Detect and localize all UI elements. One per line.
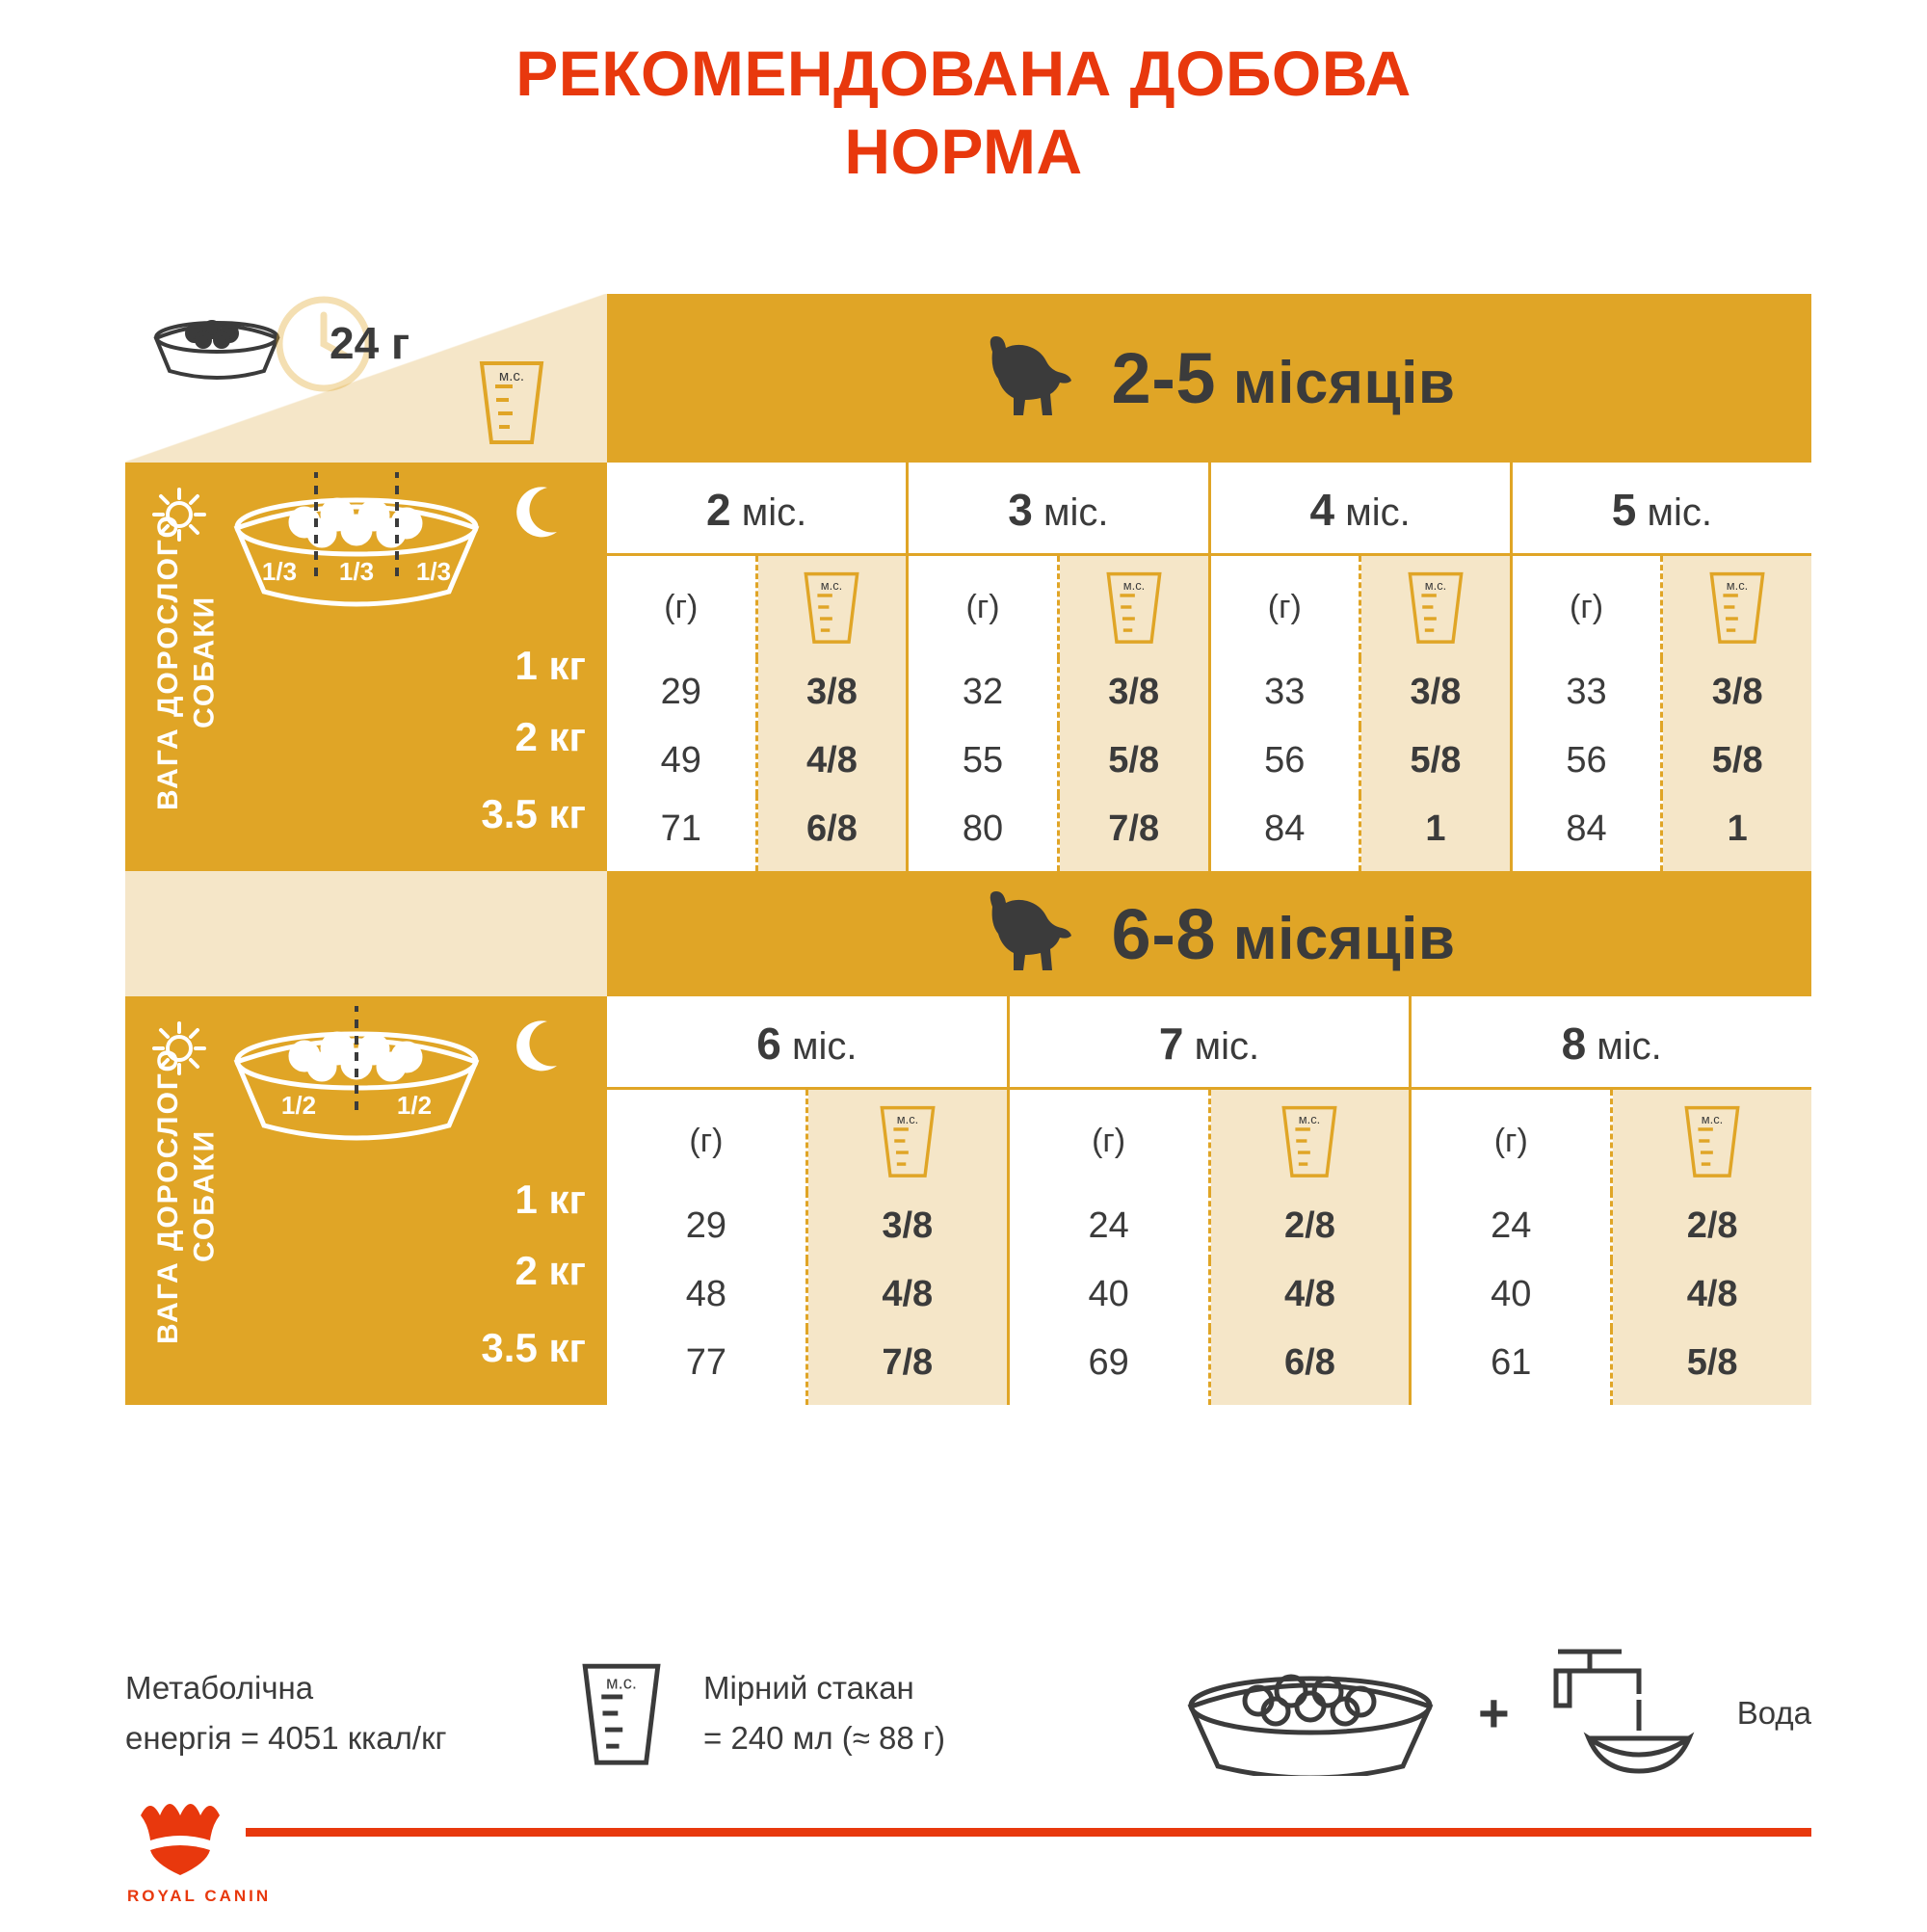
svg-text:м.с.: м.с. [1726, 577, 1749, 593]
month-unit: міс. [791, 1025, 858, 1068]
section-2-weight-values [481, 1164, 586, 1389]
cups-value: 7/8 [808, 1329, 1007, 1405]
section-1-range: 2-5 [1111, 338, 1216, 418]
unit-header-group [607, 553, 909, 658]
metabolic-energy-line2: енергія = 4051 ккал/кг [125, 1719, 447, 1756]
month-number: 8 [1561, 1019, 1587, 1069]
month-number: 5 [1611, 485, 1637, 535]
feeding-table [125, 294, 1811, 1405]
section-2-band-row [125, 871, 1811, 996]
bowl-icon [1166, 1651, 1455, 1776]
cups-value: 5/8 [1663, 727, 1811, 795]
page-title-line2: НОРМА [844, 115, 1083, 187]
section-2-right-column [607, 996, 1811, 1405]
svg-text:м.с.: м.с. [1701, 1111, 1724, 1126]
grams-value: 56 [1211, 727, 1362, 795]
brand-name: ROYAL CANIN [127, 1887, 272, 1905]
month-unit: міс. [1647, 491, 1712, 534]
section-1-unit: місяців [1232, 350, 1456, 416]
cups-value: 2/8 [1613, 1192, 1811, 1260]
measuring-cup-icon [1398, 566, 1473, 648]
unit-header-group [909, 553, 1210, 658]
grams-value: 33 [1513, 658, 1664, 727]
cups-value: 3/8 [1361, 658, 1510, 727]
section-2-grid [125, 996, 1811, 1405]
cups-value: 5/8 [1060, 727, 1208, 795]
measuring-cup-icon [1700, 566, 1775, 648]
corner-cell [125, 294, 607, 463]
measuring-cup-icon [468, 354, 555, 450]
unit-header-group [607, 1087, 1010, 1192]
month-number: 2 [706, 485, 731, 535]
grams-value: 29 [607, 1192, 808, 1260]
svg-text:м.с.: м.с. [821, 577, 843, 593]
svg-text:м.с.: м.с. [1299, 1111, 1321, 1126]
data-group [607, 1192, 1010, 1260]
brand-logo [127, 1773, 233, 1884]
measuring-cup-icon [568, 1654, 674, 1772]
cups-value: 5/8 [1613, 1329, 1811, 1405]
month-header [607, 996, 1010, 1087]
unit-header-group [1010, 1087, 1412, 1192]
data-group [1513, 727, 1811, 795]
data-group [1412, 1192, 1811, 1260]
cup-unit-cell [808, 1090, 1007, 1192]
data-group [1412, 1329, 1811, 1405]
measuring-cup-icon [1675, 1099, 1750, 1182]
cups-value: 4/8 [1211, 1260, 1410, 1329]
measuring-cup-icon [794, 566, 869, 648]
cup-unit-cell [1613, 1090, 1811, 1192]
cup-note-line2: = 240 мл (≈ 88 г) [703, 1719, 945, 1756]
cups-value: 6/8 [1211, 1329, 1410, 1405]
data-group [607, 658, 909, 727]
water-label: Вода [1736, 1694, 1811, 1731]
section-1-left-column [125, 463, 607, 871]
grams-unit-label: (г) [1513, 556, 1664, 658]
month-unit: міс. [1345, 491, 1411, 534]
section-1-unit-headers [607, 553, 1811, 658]
moon-icon [513, 1018, 563, 1073]
table-row [607, 1192, 1811, 1260]
unit-header-group [1412, 1087, 1811, 1192]
grams-value: 40 [1412, 1260, 1613, 1329]
cups-value: 3/8 [758, 658, 907, 727]
data-group [1412, 1260, 1811, 1329]
svg-text:м.с.: м.с. [896, 1111, 919, 1126]
section-2-month-headers [607, 996, 1811, 1087]
grams-value: 77 [607, 1329, 808, 1405]
grams-unit-label: (г) [607, 1090, 808, 1192]
month-unit: міс. [741, 491, 807, 534]
svg-text:1/3: 1/3 [338, 557, 375, 586]
weight-row-label: 3.5 кг [481, 1325, 586, 1370]
weight-row-label: 2 кг [515, 714, 586, 759]
month-header [1211, 463, 1513, 553]
data-group [1010, 1329, 1412, 1405]
grams-unit-label: (г) [1010, 1090, 1211, 1192]
daily-grams-value: 24 г [330, 318, 410, 368]
section-1-right-column [607, 463, 1811, 871]
section-1-header-band [607, 294, 1811, 463]
data-group [1010, 1192, 1412, 1260]
grams-value: 29 [607, 658, 758, 727]
table-row [607, 1260, 1811, 1329]
month-header [909, 463, 1210, 553]
section-2-range: 6-8 [1111, 893, 1216, 974]
month-header [1412, 996, 1811, 1087]
moon-icon [513, 484, 563, 540]
cups-value: 3/8 [1663, 658, 1811, 727]
metabolic-energy-note [125, 1663, 540, 1761]
section-2-title [1112, 893, 1456, 975]
cups-value: 3/8 [808, 1192, 1007, 1260]
unit-header-group [1513, 553, 1811, 658]
table-row [607, 727, 1811, 795]
month-number: 3 [1008, 485, 1033, 535]
svg-text:1/3: 1/3 [415, 557, 452, 586]
data-group [1211, 795, 1513, 871]
cups-value: 7/8 [1060, 795, 1208, 871]
section-2-header-band [607, 871, 1811, 996]
bowl-halves-icon [222, 1006, 491, 1151]
water-tap-icon [1533, 1638, 1706, 1787]
month-unit: міс. [1597, 1025, 1662, 1068]
grams-value: 84 [1211, 795, 1362, 871]
cups-value: 1 [1663, 795, 1811, 871]
table-row [607, 1329, 1811, 1405]
corner-measuring-cup [468, 354, 555, 455]
section-1-band-row [125, 294, 1811, 463]
month-unit: міс. [1043, 491, 1109, 534]
measuring-cup-icon [870, 1099, 945, 1182]
data-group [909, 727, 1210, 795]
grams-unit-label: (г) [1412, 1090, 1613, 1192]
grams-value: 80 [909, 795, 1060, 871]
cups-value: 4/8 [758, 727, 907, 795]
svg-text:м.с.: м.с. [1122, 577, 1145, 593]
bowl-thirds-icon [222, 472, 491, 617]
data-group [1010, 1260, 1412, 1329]
grams-unit-label: (г) [607, 556, 758, 658]
grams-value: 40 [1010, 1260, 1211, 1329]
data-group [1513, 658, 1811, 727]
data-group [1211, 658, 1513, 727]
cups-value: 1 [1361, 795, 1510, 871]
grams-unit-label: (г) [1211, 556, 1362, 658]
month-number: 6 [756, 1019, 781, 1069]
measuring-cup-icon [1272, 1099, 1347, 1182]
svg-text:1/2: 1/2 [396, 1091, 433, 1120]
grams-value: 61 [1412, 1329, 1613, 1405]
footer-rule [246, 1828, 1811, 1837]
data-group [607, 795, 909, 871]
month-header [1010, 996, 1412, 1087]
month-unit: міс. [1194, 1025, 1260, 1068]
section-1-weight-values [481, 630, 586, 856]
cups-value: 4/8 [808, 1260, 1007, 1329]
weight-row-label: 3.5 кг [481, 791, 586, 836]
section-2-unit-headers [607, 1087, 1811, 1192]
svg-text:м.с.: м.с. [1424, 577, 1447, 593]
weight-row-label: 1 кг [515, 643, 586, 688]
page-title-line1: РЕКОМЕНДОВАНА ДОБОВА [515, 38, 1412, 109]
grams-value: 49 [607, 727, 758, 795]
weight-row-label: 1 кг [515, 1177, 586, 1222]
cups-value: 3/8 [1060, 658, 1208, 727]
svg-text:1/2: 1/2 [280, 1091, 317, 1120]
weight-row-label: 2 кг [515, 1248, 586, 1293]
data-group [909, 658, 1210, 727]
cup-unit-cell [758, 556, 907, 658]
cups-value: 5/8 [1361, 727, 1510, 795]
puppy-icon [964, 889, 1079, 978]
section-1-title [1112, 337, 1456, 419]
food-and-water-legend [1031, 1638, 1811, 1787]
grams-value: 69 [1010, 1329, 1211, 1405]
cup-unit-cell [1361, 556, 1510, 658]
section-2-unit: місяців [1232, 905, 1456, 972]
data-group [1211, 727, 1513, 795]
cup-note-line1: Мірний стакан [703, 1670, 914, 1707]
page-title [0, 0, 1927, 190]
cups-value: 6/8 [758, 795, 907, 871]
table-row [607, 658, 1811, 727]
plus-sign: + [1478, 1682, 1510, 1743]
footer-cup-icon-wrap [540, 1654, 703, 1772]
cup-unit-cell [1663, 556, 1811, 658]
puppy-icon [964, 334, 1079, 423]
data-group [607, 727, 909, 795]
grams-unit-label: (г) [909, 556, 1060, 658]
section-1-grid [125, 463, 1811, 871]
cup-unit-cell [1211, 1090, 1410, 1192]
measuring-cup-icon [1096, 566, 1172, 648]
section-1-month-headers [607, 463, 1811, 553]
cup-volume-note [703, 1663, 1031, 1761]
unit-header-group [1211, 553, 1513, 658]
cup-unit-cell [1060, 556, 1208, 658]
data-group [1513, 795, 1811, 871]
daily-portion-indicator [145, 305, 409, 381]
month-number: 7 [1158, 1019, 1184, 1069]
month-header [1513, 463, 1811, 553]
grams-value: 24 [1412, 1192, 1613, 1260]
cups-value: 2/8 [1211, 1192, 1410, 1260]
grams-value: 33 [1211, 658, 1362, 727]
grams-value: 48 [607, 1260, 808, 1329]
grams-value: 32 [909, 658, 1060, 727]
month-header [607, 463, 909, 553]
data-group [607, 1329, 1010, 1405]
svg-text:м.с.: м.с. [498, 368, 525, 384]
grams-value: 56 [1513, 727, 1664, 795]
cups-value: 4/8 [1613, 1260, 1811, 1329]
footer-legend [125, 1638, 1811, 1787]
svg-text:1/3: 1/3 [261, 557, 298, 586]
data-group [909, 795, 1210, 871]
grams-value: 71 [607, 795, 758, 871]
section-1-weight-axis-label: ВАГА ДОРОСЛОГО СОБАКИ [152, 514, 221, 810]
crown-icon [127, 1773, 233, 1879]
metabolic-energy-line1: Метаболічна [125, 1670, 314, 1707]
data-group [607, 1260, 1010, 1329]
section-2-corner [125, 871, 607, 996]
grams-value: 55 [909, 727, 1060, 795]
month-number: 4 [1309, 485, 1335, 535]
grams-value: 84 [1513, 795, 1664, 871]
grams-value: 24 [1010, 1192, 1211, 1260]
section-2-weight-axis-label: ВАГА ДОРОСЛОГО СОБАКИ [152, 1047, 221, 1344]
section-2-left-column [125, 996, 607, 1405]
table-row [607, 795, 1811, 871]
svg-text:м.с.: м.с. [606, 1671, 637, 1692]
